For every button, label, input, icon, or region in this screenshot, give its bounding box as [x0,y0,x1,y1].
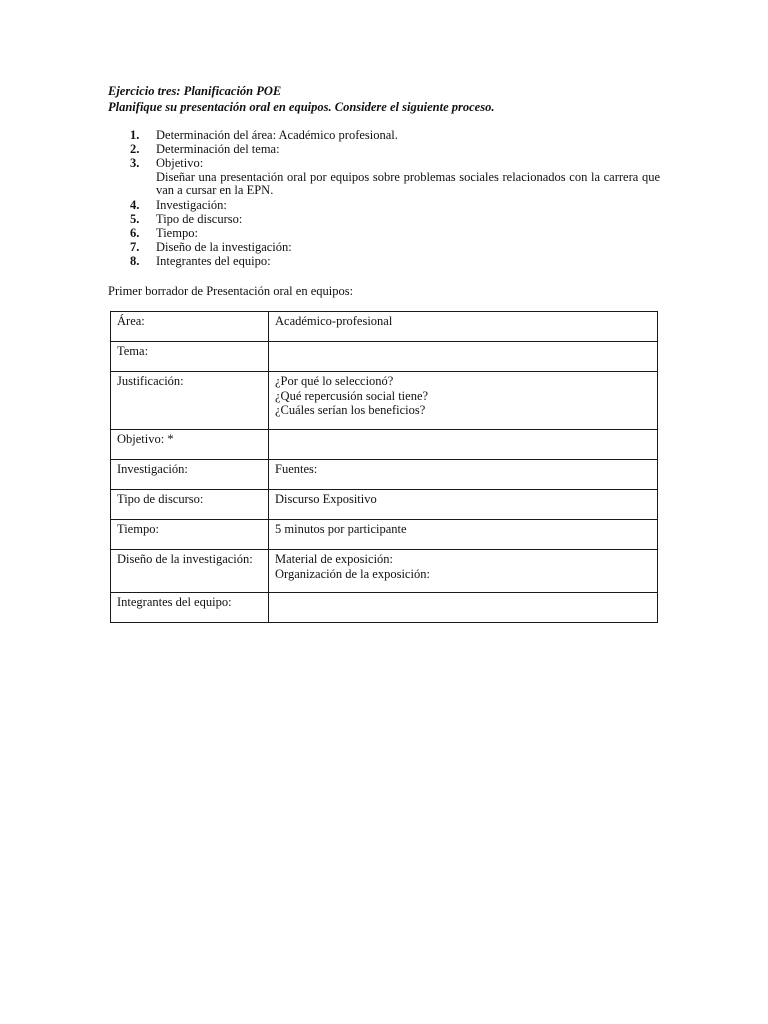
step-number: 3. [130,156,140,171]
table-row [111,520,658,550]
step-number: 5. [130,211,140,226]
table-row [111,342,658,372]
step-text: Objetivo: [156,156,204,171]
row-value-line: ¿Cuáles serían los beneficios? [275,403,426,417]
row-value [269,312,658,342]
row-value-line: Discurso Expositivo [275,492,377,506]
process-steps-list [108,128,668,269]
step-text: Determinación del área: Académico profesional. [156,128,398,142]
table-row [111,372,658,430]
step-item-4 [108,198,668,212]
step-number: 2. [130,142,140,157]
row-value-line: Fuentes: [275,462,318,476]
table-row [111,490,658,520]
row-value [269,460,658,490]
step-number: 7. [130,240,140,255]
step-item-1 [108,128,668,142]
row-value [269,372,658,430]
document-subtitle: Planifique su presentación oral en equipos. Considere el siguiente proceso. [108,100,495,114]
step-number: 6. [130,226,140,241]
draft-table [110,311,658,623]
step-text: Diseño de la investigación: [156,240,292,255]
row-label: Área: [111,312,269,342]
row-label: Tema: [111,342,269,372]
step-text: Tipo de discurso: [156,211,243,226]
row-value [269,490,658,520]
step-detail-text: Diseñar una presentación oral por equipos sobre problemas sociales relacionados con la carrera que van a cursar en la EPN. [156,169,660,198]
row-value [269,342,658,372]
row-value-line: 5 minutos por participante [275,522,407,536]
table-row [111,593,658,623]
step-item-3 [108,156,668,197]
row-label: Tiempo: [111,520,269,550]
step-number: 8. [130,254,140,269]
row-value [269,520,658,550]
step-number: 4. [130,197,140,212]
row-label: Objetivo: * [111,430,269,460]
table-row [111,430,658,460]
step-text: Integrantes del equipo: [156,254,271,269]
row-value-line: Académico-profesional [275,314,393,328]
table-row [111,550,658,593]
step-text: Determinación del tema: [156,142,280,157]
row-value-line: ¿Qué repercusión social tiene? [275,388,429,403]
step-text: Investigación: [156,197,227,212]
step-item-5 [108,212,668,226]
row-value [269,593,658,623]
row-label: Investigación: [111,460,269,490]
table-row [111,460,658,490]
step-item-8 [108,254,668,268]
row-label: Tipo de discurso: [111,490,269,520]
step-item-7 [108,240,668,254]
row-label: Integrantes del equipo: [111,593,269,623]
row-value-line: ¿Por qué lo seleccionó? [275,374,394,388]
document-title: Ejercicio tres: Planificación POE [108,84,282,98]
row-value [269,430,658,460]
step-number: 1. [130,128,140,142]
table-intro-text: Primer borrador de Presentación oral en equipos: [108,284,354,298]
step-item-6 [108,226,668,240]
step-item-2 [108,142,668,156]
row-value-line: Material de exposición: [275,552,394,566]
row-label: Justificación: [111,372,269,430]
row-value-line: Organización de la exposición: [275,566,430,581]
row-label: Diseño de la investigación: [111,550,269,593]
row-value [269,550,658,593]
step-text: Tiempo: [156,226,198,241]
table-row [111,312,658,342]
